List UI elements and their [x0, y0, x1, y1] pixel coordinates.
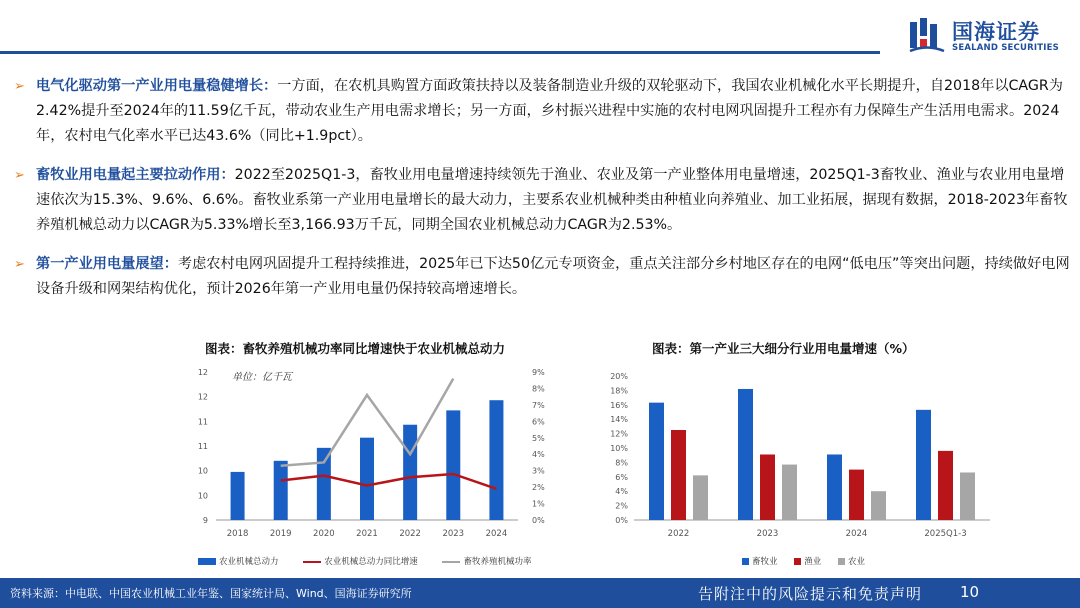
bar [693, 475, 708, 520]
bar [274, 461, 288, 520]
bar [827, 454, 842, 520]
legend-item [794, 555, 821, 567]
bullet-text: 一方面，在农机具购置方面政策扶持以及装备制造业升级的双轮驱动下，我国农业机械化水平长期提升，自2018年以CAGR为2.42%提升至2024年的11.59亿千瓦，带动农业生产用电需求增长；另一方面，乡村振兴进程中实施的农村电网巩固提升工程亦有力保障生产生活用电需求。2024年，农村电气化率水平已达43.6%（同比+1.9pct）。 [36, 78, 1063, 144]
x-tick-label: 2024 [845, 529, 868, 539]
chart1-unit-label: 单位：亿千瓦 [232, 372, 292, 383]
bullet-item [10, 252, 1070, 302]
chart2-title: 图表：第一产业三大细分行业用电量增速（%） [652, 341, 915, 356]
y-tick-label: 20% [610, 372, 628, 381]
y-tick-label: 16% [610, 400, 628, 410]
bar [916, 410, 931, 520]
x-tick-label: 2022 [667, 529, 690, 539]
bullet-text: 2022至2025Q1-3，畜牧业用电量增速持续领先于渔业、农业及第一产业整体用电量增速，2025Q1-3畜牧业、渔业与农业用电量增速依次为15.3%、9.6%、6.6%。畜牧业系第一产业用电量增长的最大动力，主要系农业机械种类由种植业向养殖业、加工业拓展，据现有数据，2018-2023年畜牧养殖机械总动力以CAGR为5.33%增长至3,166.93万千瓦，同期全国农业机械总动力CAGR为2.53%。 [36, 167, 1068, 233]
x-tick-label: 2023 [756, 529, 779, 539]
bar [231, 472, 245, 520]
y2-tick-label: 3% [532, 466, 545, 476]
y-tick-label: 2% [615, 501, 628, 511]
bullet-heading: 第一产业用电量展望： [36, 256, 178, 272]
y-tick-label: 6% [615, 472, 628, 482]
bar [403, 425, 417, 520]
legend-item [303, 555, 418, 567]
y2-tick-label: 6% [532, 417, 545, 427]
y-tick-label: 10% [610, 444, 628, 453]
legend-label: 畜牧业 [752, 557, 778, 567]
bullet-text: 考虑农村电网巩固提升工程持续推进，2025年已下达50亿元专项资金，重点关注部分乡村地区存在的电网“低电压”等突出问题，持续做好电网设备升级和网架结构优化，预计2026年第一产业用电量仍保持较高增速增长。 [36, 256, 1070, 297]
y2-tick-label: 8% [532, 384, 545, 394]
company-logo [908, 14, 1068, 58]
y-tick-label: 0% [615, 516, 628, 525]
bar [960, 472, 975, 520]
legend-item [442, 555, 531, 567]
bar [760, 454, 775, 520]
arrow-bullet-icon: ➢ [14, 79, 25, 94]
bullet-list [10, 74, 1070, 316]
y-tick-label: 12 [197, 368, 208, 377]
y2-tick-label: 7% [532, 400, 545, 410]
disclaimer-note: 告附注中的风险提示和免责声明 [698, 585, 923, 603]
y-tick-label: 10 [197, 491, 208, 501]
y-tick-label: 11 [197, 417, 208, 427]
footer-bar [0, 578, 1080, 608]
bar [649, 403, 664, 520]
x-tick-label: 2025Q1-3 [924, 529, 967, 539]
y-tick-label: 10 [197, 466, 208, 476]
bar [738, 389, 753, 520]
y-tick-label: 12% [610, 429, 628, 439]
series-line [281, 474, 497, 489]
chart1-legend [198, 555, 553, 567]
legend-label: 农业 [847, 557, 865, 567]
y-tick-label: 8% [615, 458, 628, 468]
x-tick-label: 2019 [269, 529, 292, 539]
logo-name-cn: 国海证券 [952, 20, 1040, 44]
chart2-legend [742, 555, 887, 567]
y-tick-label: 12 [197, 392, 208, 402]
bullet-item [10, 74, 1070, 149]
bullet-item [10, 163, 1070, 238]
y-tick-label: 4% [615, 487, 628, 497]
chart2-plot [598, 360, 998, 546]
chart1-title: 图表：畜牧养殖机械功率同比增速快于农业机械总动力 [205, 341, 506, 356]
bar [782, 465, 797, 520]
sealand-logo-icon [908, 16, 946, 54]
y-tick-label: 18% [610, 386, 628, 396]
bullet-heading: 畜牧业用电量起主要拉动作用： [36, 167, 235, 183]
bar [849, 470, 864, 520]
bar [871, 491, 886, 520]
chart1-plot [180, 358, 560, 546]
logo-name-en: SEALAND SECURITIES [952, 43, 1059, 53]
y2-tick-label: 1% [532, 499, 545, 509]
y2-tick-label: 4% [532, 450, 545, 460]
legend-label: 渔业 [804, 557, 822, 567]
x-tick-label: 2018 [226, 529, 249, 539]
x-tick-label: 2022 [399, 529, 421, 539]
x-tick-label: 2020 [313, 529, 335, 539]
y2-tick-label: 2% [532, 483, 545, 493]
source-note: 资料来源：中电联、中国农业机械工业年鉴、国家统计局、Wind、国海证券研究所 [10, 587, 412, 600]
y-tick-label: 9 [202, 516, 208, 525]
bar [360, 438, 374, 520]
x-tick-label: 2023 [442, 529, 465, 539]
bullet-heading: 电气化驱动第一产业用电量稳健增长： [36, 78, 278, 94]
y-tick-label: 11 [197, 442, 208, 451]
arrow-bullet-icon: ➢ [14, 168, 25, 183]
legend-item [198, 555, 279, 567]
y2-tick-label: 9% [532, 368, 545, 377]
y2-tick-label: 0% [532, 516, 545, 525]
legend-item [742, 555, 778, 567]
y-tick-label: 14% [610, 415, 628, 425]
legend-item [838, 555, 865, 567]
bar [317, 448, 331, 520]
legend-label: 农业机械总动力同比增速 [324, 557, 418, 567]
x-tick-label: 2024 [485, 529, 508, 539]
legend-label: 农业机械总动力 [219, 557, 279, 567]
bar [671, 430, 686, 520]
arrow-bullet-icon: ➢ [14, 257, 25, 272]
x-tick-label: 2021 [356, 529, 378, 539]
y2-tick-label: 5% [532, 433, 545, 443]
bar [938, 451, 953, 520]
bar [489, 400, 503, 520]
header-rule [0, 51, 880, 54]
legend-label: 畜牧养殖机械功率 [463, 557, 532, 567]
bar [446, 410, 460, 520]
page-number: 10 [960, 583, 980, 601]
